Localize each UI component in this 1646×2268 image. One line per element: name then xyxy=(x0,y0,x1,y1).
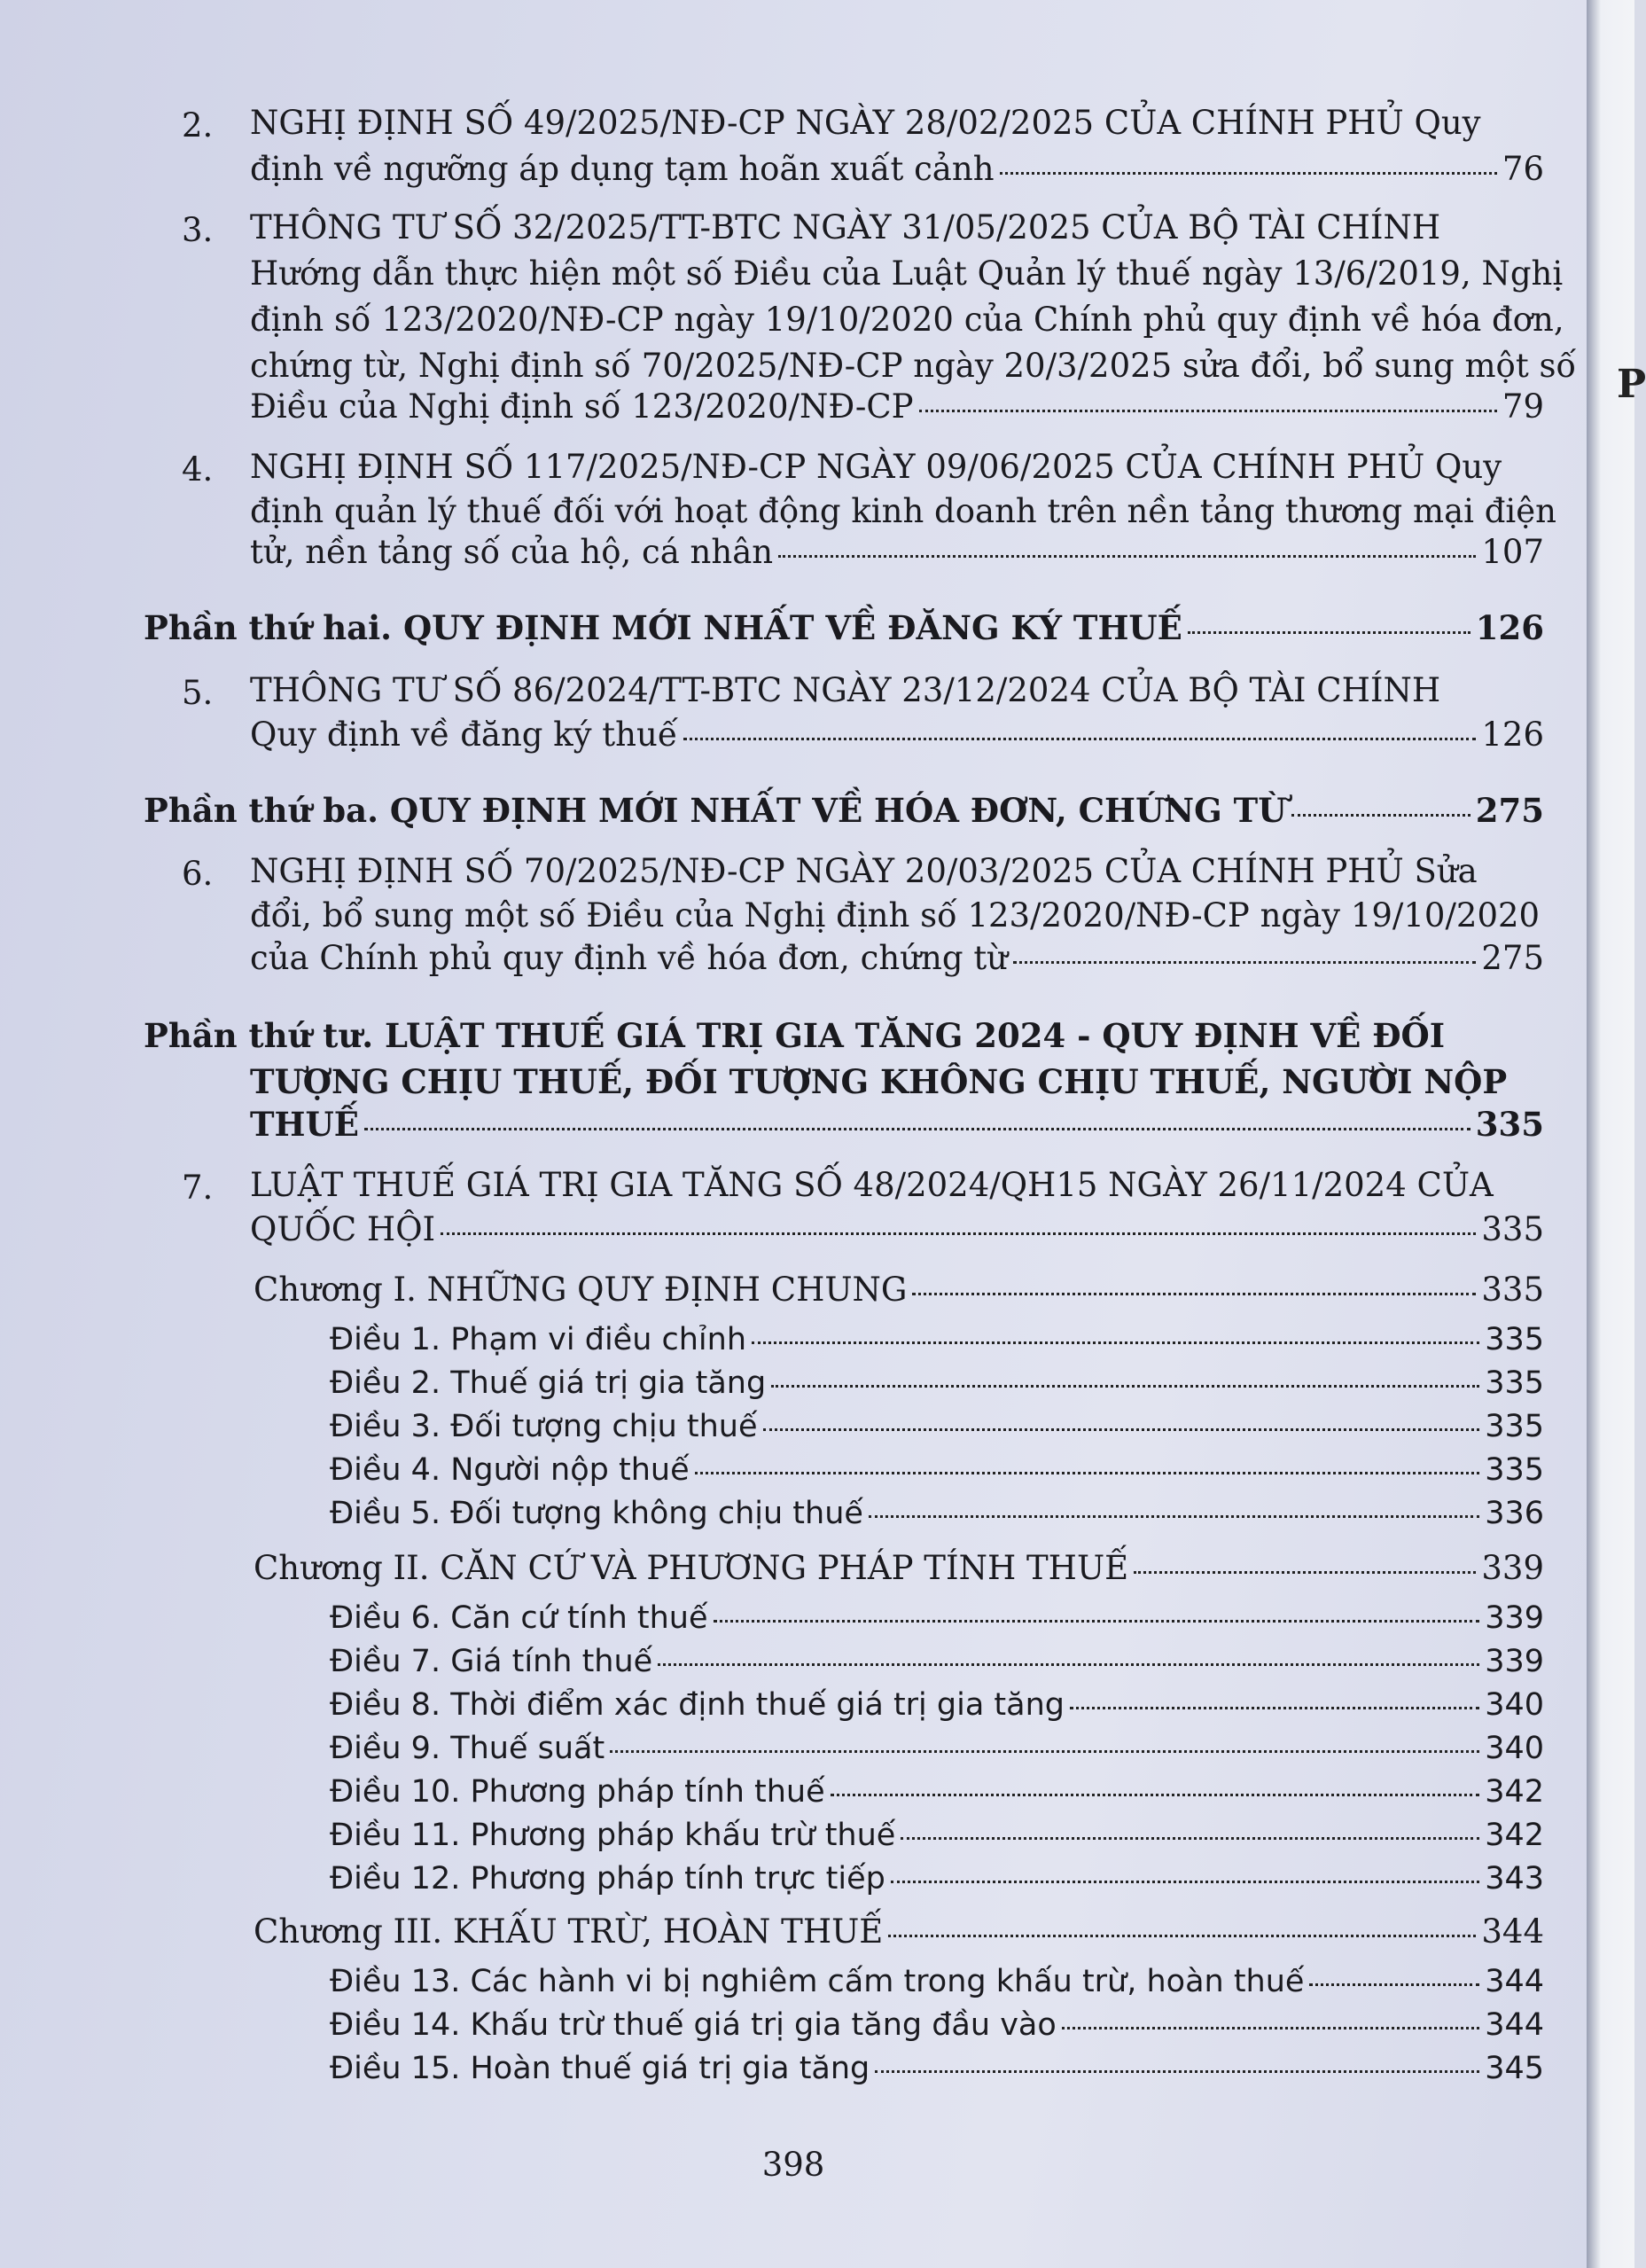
dot-leader xyxy=(441,1232,1476,1235)
toc-article[interactable] xyxy=(330,1733,1544,1764)
article-title: Điều 5. Đối tượng không chịu thuế xyxy=(330,1496,863,1531)
dot-leader xyxy=(1134,1571,1476,1574)
dot-leader xyxy=(683,738,1477,740)
toc-chapter[interactable] xyxy=(254,1912,1544,1951)
part-title: Phần thứ hai. QUY ĐỊNH MỚI NHẤT VỀ ĐĂNG KÝ THUẾ xyxy=(144,608,1182,647)
dot-leader xyxy=(1000,172,1497,175)
page-ref: 340 xyxy=(1485,1731,1544,1766)
dot-leader xyxy=(831,1794,1480,1796)
article-title: Điều 6. Căn cứ tính thuế xyxy=(330,1600,708,1636)
page-ref: 342 xyxy=(1485,1774,1544,1810)
toc-part[interactable] xyxy=(144,608,1544,647)
part-title-last: THUẾ xyxy=(250,1105,359,1144)
entry-number: 7. xyxy=(182,1169,214,1207)
toc-article[interactable] xyxy=(330,1820,1544,1851)
toc-article[interactable] xyxy=(330,2053,1544,2084)
page-ref: 335 xyxy=(1481,1271,1544,1309)
page-ref: 275 xyxy=(1481,939,1544,977)
page-ref: 342 xyxy=(1485,1818,1544,1853)
dot-leader xyxy=(610,1750,1479,1753)
entry-title-last: QUỐC HỘI xyxy=(250,1210,436,1248)
page-ref: 275 xyxy=(1475,791,1544,830)
toc-article[interactable] xyxy=(330,1452,1544,1488)
dot-leader xyxy=(1309,1983,1479,1986)
dot-leader xyxy=(771,1385,1479,1388)
dot-leader xyxy=(763,1428,1480,1431)
entry-title-line: định quản lý thuế đối với hoạt động kinh doanh trên nền tảng thương mại điện xyxy=(250,492,1556,530)
toc-article[interactable] xyxy=(330,2007,1544,2043)
entry-title-line: THÔNG TƯ SỐ 32/2025/TT-BTC NGÀY 31/05/2025 CỦA BỘ TÀI CHÍNH xyxy=(250,208,1441,246)
toc-article[interactable] xyxy=(330,1498,1544,1529)
dot-leader xyxy=(875,2070,1479,2073)
page-ref: 339 xyxy=(1485,1600,1544,1636)
toc-entry[interactable] xyxy=(250,533,1544,571)
article-title: Điều 3. Đối tượng chịu thuế xyxy=(330,1409,758,1444)
entry-title-line: đổi, bổ sung một số Điều của Nghị định số 123/2020/NĐ-CP ngày 19/10/2020 xyxy=(250,896,1541,935)
toc-article[interactable] xyxy=(330,1600,1544,1636)
dot-leader xyxy=(912,1293,1476,1295)
entry-title-line: Hướng dẫn thực hiện một số Điều của Luật Quản lý thuế ngày 13/6/2019, Nghị xyxy=(250,254,1564,293)
page-ref: 344 xyxy=(1485,1964,1544,1999)
article-title: Điều 8. Thời điểm xác định thuế giá trị gia tăng xyxy=(330,1687,1065,1723)
dot-leader xyxy=(1291,814,1470,817)
page-ref: 344 xyxy=(1481,1912,1544,1951)
toc-chapter[interactable] xyxy=(254,1549,1544,1587)
part-title-line: TƯỢNG CHỊU THUẾ, ĐỐI TƯỢNG KHÔNG CHỊU THUẾ, NGƯỜI NỘP xyxy=(250,1062,1508,1101)
toc-article[interactable] xyxy=(330,1774,1544,1810)
next-page-edge xyxy=(1587,0,1634,2268)
dot-leader xyxy=(695,1472,1480,1474)
chapter-title: Chương I. NHỮNG QUY ĐỊNH CHUNG xyxy=(254,1271,908,1309)
page-ref: 126 xyxy=(1475,608,1544,647)
entry-title-last: Quy định về đăng ký thuế xyxy=(250,716,678,754)
next-page-glyph: P xyxy=(1617,362,1646,407)
dot-leader xyxy=(888,1935,1476,1937)
toc-part[interactable] xyxy=(144,791,1544,830)
article-title: Điều 13. Các hành vi bị nghiêm cấm trong khấu trừ, hoàn thuế xyxy=(330,1964,1305,1999)
entry-title-line: định số 123/2020/NĐ-CP ngày 19/10/2020 của Chính phủ quy định về hóa đơn, xyxy=(250,301,1564,339)
toc-entry[interactable] xyxy=(250,387,1544,426)
page-ref: 76 xyxy=(1502,150,1544,188)
article-title: Điều 10. Phương pháp tính thuế xyxy=(330,1774,825,1810)
toc-entry[interactable] xyxy=(250,716,1544,754)
page-ref: 343 xyxy=(1485,1861,1544,1897)
entry-title-last: của Chính phủ quy định về hóa đơn, chứng từ xyxy=(250,939,1009,977)
page-ref: 339 xyxy=(1485,1644,1544,1679)
page-ref: 336 xyxy=(1485,1496,1544,1531)
entry-title-last: Điều của Nghị định số 123/2020/NĐ-CP xyxy=(250,387,914,426)
article-title: Điều 7. Giá tính thuế xyxy=(330,1644,653,1679)
page-ref: 126 xyxy=(1481,716,1544,754)
chapter-title: Chương III. KHẤU TRỪ, HOÀN THUẾ xyxy=(254,1912,884,1951)
entry-title-line: NGHỊ ĐỊNH SỐ 117/2025/NĐ-CP NGÀY 09/06/2025 CỦA CHÍNH PHỦ Quy xyxy=(250,448,1502,486)
entry-number: 4. xyxy=(182,450,214,489)
dot-leader xyxy=(658,1663,1479,1666)
dot-leader xyxy=(364,1128,1470,1130)
page-ref: 335 xyxy=(1485,1365,1544,1401)
page-ref: 107 xyxy=(1481,533,1544,571)
page-ref: 335 xyxy=(1481,1210,1544,1248)
toc-part[interactable] xyxy=(250,1105,1544,1144)
dot-leader xyxy=(901,1837,1479,1840)
entry-title-line: chứng từ, Nghị định số 70/2025/NĐ-CP ngày 20/3/2025 sửa đổi, bổ sung một số xyxy=(250,347,1577,385)
toc-article[interactable] xyxy=(330,1322,1544,1357)
toc-chapter[interactable] xyxy=(254,1271,1544,1309)
article-title: Điều 1. Phạm vi điều chỉnh xyxy=(330,1322,747,1357)
dot-leader xyxy=(869,1515,1479,1518)
page-ref: 339 xyxy=(1481,1549,1544,1587)
toc-article[interactable] xyxy=(330,1861,1544,1897)
toc-article[interactable] xyxy=(330,1365,1544,1401)
entry-title-line: NGHỊ ĐỊNH SỐ 49/2025/NĐ-CP NGÀY 28/02/2025 CỦA CHÍNH PHỦ Quy xyxy=(250,104,1481,142)
dot-leader xyxy=(714,1620,1480,1623)
article-title: Điều 9. Thuế suất xyxy=(330,1731,605,1766)
article-title: Điều 12. Phương pháp tính trực tiếp xyxy=(330,1861,885,1897)
entry-number: 6. xyxy=(182,855,214,893)
dot-leader xyxy=(752,1341,1479,1344)
article-title: Điều 14. Khấu trừ thuế giá trị gia tăng đầu vào xyxy=(330,2007,1057,2043)
chapter-title: Chương II. CĂN CỨ VÀ PHƯƠNG PHÁP TÍNH THUẾ xyxy=(254,1549,1129,1587)
entry-title-last: định về ngưỡng áp dụng tạm hoãn xuất cảnh xyxy=(250,150,995,188)
dot-leader xyxy=(1062,2027,1479,2029)
article-title: Điều 15. Hoàn thuế giá trị gia tăng xyxy=(330,2051,870,2086)
part-title-line: Phần thứ tư. LUẬT THUẾ GIÁ TRỊ GIA TĂNG 2024 - QUY ĐỊNH VỀ ĐỐI xyxy=(144,1016,1446,1055)
toc-article[interactable] xyxy=(330,1964,1544,1999)
article-title: Điều 11. Phương pháp khấu trừ thuế xyxy=(330,1818,896,1853)
entry-number: 5. xyxy=(182,674,214,712)
dot-leader xyxy=(919,410,1497,412)
entry-number: 2. xyxy=(182,106,214,145)
dot-leader xyxy=(778,555,1476,558)
toc-entry[interactable] xyxy=(250,939,1544,977)
dot-leader xyxy=(1070,1707,1479,1709)
toc-entry[interactable] xyxy=(250,1210,1544,1248)
page-ref: 335 xyxy=(1485,1452,1544,1488)
page-ref: 344 xyxy=(1485,2007,1544,2043)
page-ref: 335 xyxy=(1485,1322,1544,1357)
entry-title-line: LUẬT THUẾ GIÁ TRỊ GIA TĂNG SỐ 48/2024/QH15 NGÀY 26/11/2024 CỦA xyxy=(250,1166,1494,1204)
entry-title-last: tử, nền tảng số của hộ, cá nhân xyxy=(250,533,774,571)
toc-article[interactable] xyxy=(330,1687,1544,1723)
toc-article[interactable] xyxy=(330,1409,1544,1444)
page-ref: 345 xyxy=(1485,2051,1544,2086)
dot-leader xyxy=(891,1881,1479,1883)
entry-number: 3. xyxy=(182,211,214,249)
article-title: Điều 4. Người nộp thuế xyxy=(330,1452,690,1488)
dot-leader xyxy=(1013,961,1476,964)
article-title: Điều 2. Thuế giá trị gia tăng xyxy=(330,1365,767,1401)
page-ref: 335 xyxy=(1485,1409,1544,1444)
entry-title-line: NGHỊ ĐỊNH SỐ 70/2025/NĐ-CP NGÀY 20/03/2025 CỦA CHÍNH PHỦ Sửa xyxy=(250,852,1478,890)
toc-article[interactable] xyxy=(330,1646,1544,1678)
part-title: Phần thứ ba. QUY ĐỊNH MỚI NHẤT VỀ HÓA ĐƠN, CHỨNG TỪ xyxy=(144,791,1287,830)
page-ref: 79 xyxy=(1502,387,1544,426)
dot-leader xyxy=(1188,631,1470,634)
page-number: 398 xyxy=(761,2146,825,2184)
entry-title-line: THÔNG TƯ SỐ 86/2024/TT-BTC NGÀY 23/12/2024 CỦA BỘ TÀI CHÍNH xyxy=(250,671,1441,709)
page-ref: 335 xyxy=(1475,1105,1544,1144)
page-ref: 340 xyxy=(1485,1687,1544,1723)
toc-entry[interactable] xyxy=(250,150,1544,188)
